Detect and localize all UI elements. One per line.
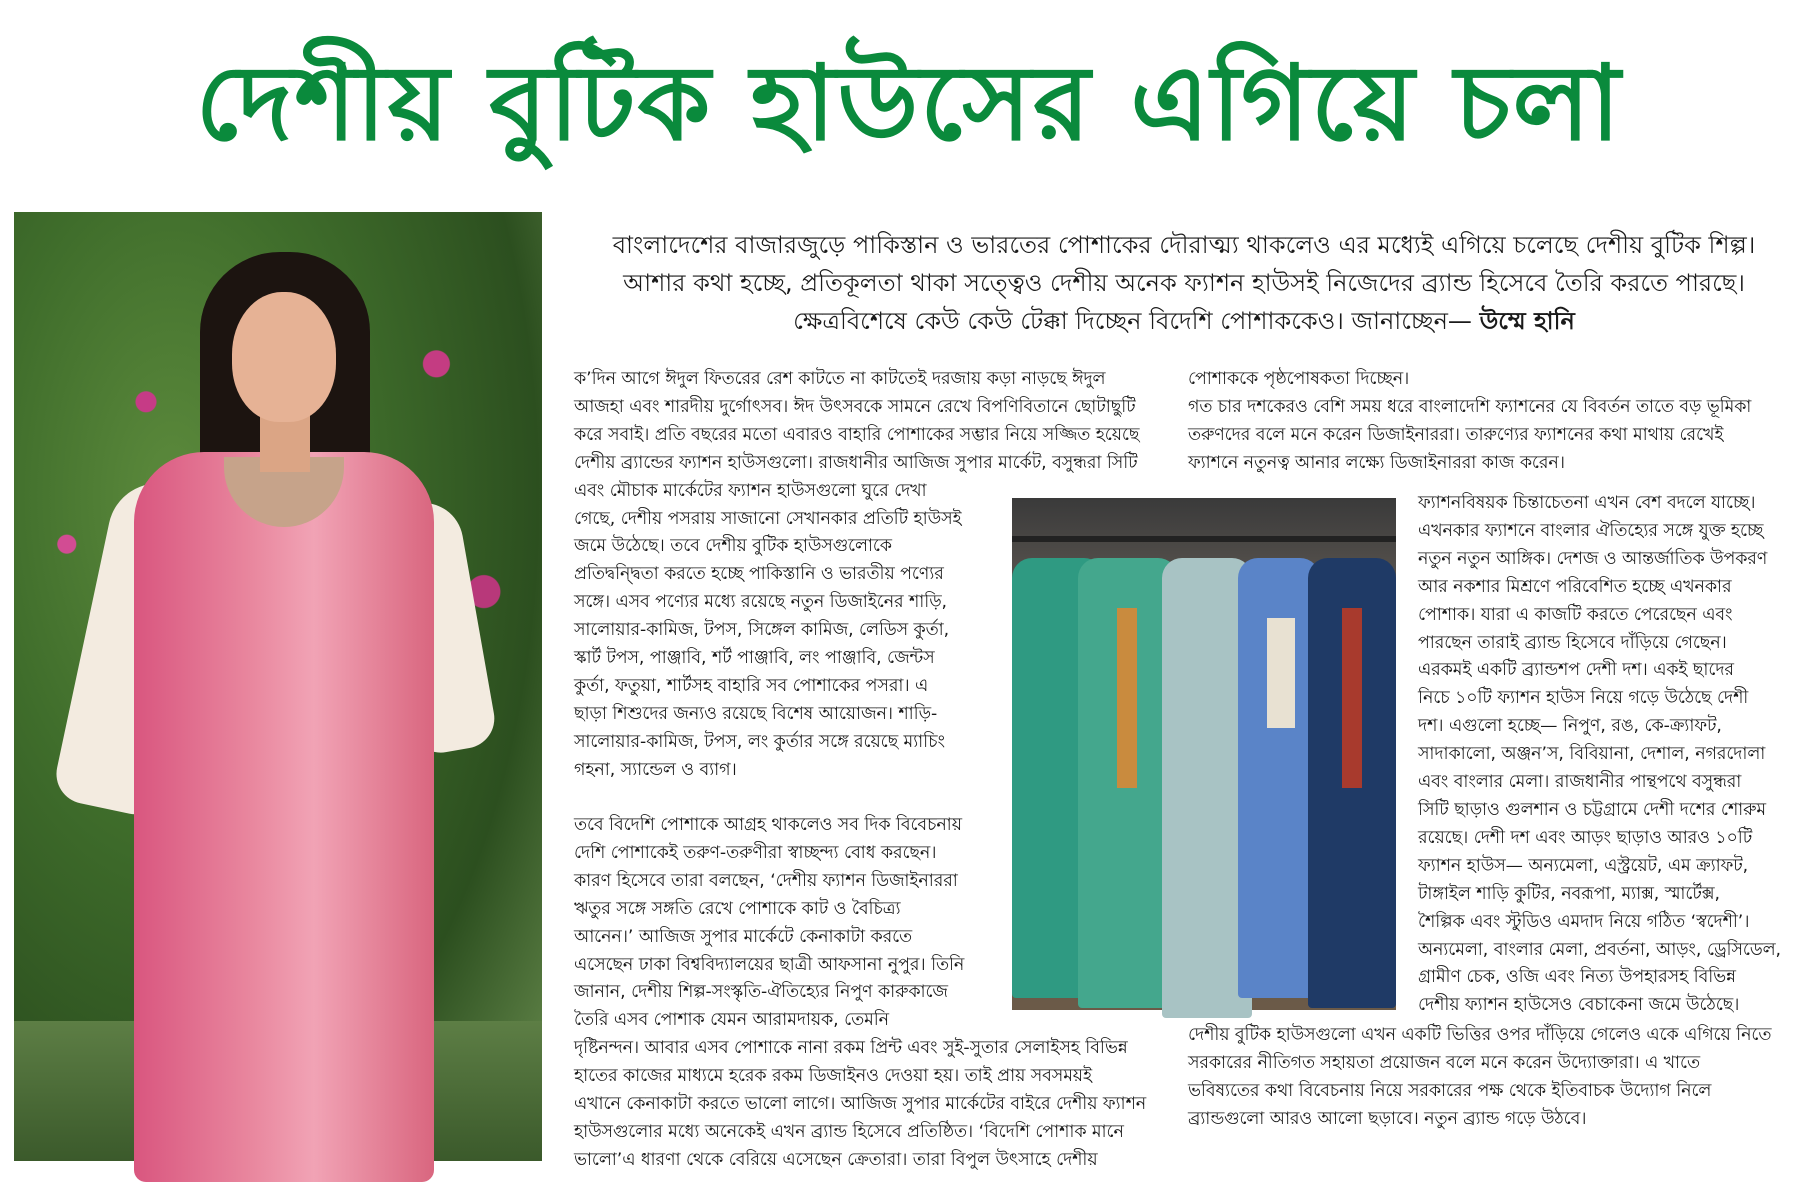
column-c xyxy=(1418,490,1802,1020)
model-photo xyxy=(14,212,542,1161)
text-line: দেশীয় ফ্যাশন হাউসেও বেচাকেনা জমে উঠেছে। xyxy=(1418,995,1740,1016)
photo-face xyxy=(232,292,336,422)
text-line: কারণ হিসেবে তারা বলছেন, ‘দেশীয় ফ্যাশন ডিজাইনাররা xyxy=(574,870,958,891)
text-line: আজহা এবং শারদীয় দুর্গোৎসব। ঈদ উৎসবকে সামনে রেখে বিপণিবিতানে ছোটাছুটি xyxy=(574,396,1136,417)
intro-line: বাংলাদেশের বাজারজুড়ে পাকিস্তান ও ভারতের পোশাকের দৌরাত্ম্য থাকলেও এর মধ্যেই এগিয়ে চলেছে দেশীয় বুটিক শিল্প। xyxy=(612,231,1756,259)
text-line: কুর্তা, ফতুয়া, শার্টসহ বাহারি সব পোশাকের পসরা। এ xyxy=(574,675,929,696)
text-line: সালোয়ার-কামিজ, টপস, লং কুর্তার সঙ্গে রয়েছে ম্যাচিং xyxy=(574,731,945,752)
headline: দেশীয় বুটিক হাউসের এগিয়ে চলা xyxy=(195,42,1623,164)
text-line: করে সবাই। প্রতি বছরের মতো এবারও বাহারি পোশাকের সম্ভার নিয়ে সজ্জিত হয়েছে xyxy=(574,424,1140,445)
text-line: দেশি পোশাকেই তরুণ-তরুণীরা স্বাচ্ছন্দ্য বোধ করছেন। xyxy=(574,842,937,863)
text-line: দেশীয় ব্র্যান্ডের ফ্যাশন হাউসগুলো। রাজধানীর আজিজ সুপার মার্কেট, বসুন্ধরা সিটি xyxy=(574,452,1138,473)
text-line: ক’দিন আগে ঈদুল ফিতরের রেশ কাটতে না কাটতেই দরজায় কড়া নাড়ছে ঈদুল xyxy=(574,369,1106,389)
text-line: ব্র্যান্ডগুলো আরও আলো ছড়াবে। নতুন ব্র্যান্ড গড়ে উঠবে। xyxy=(1188,1108,1587,1129)
text-line: রয়েছে। দেশী দশ এবং আড়ং ছাড়াও আরও ১০টি xyxy=(1418,827,1753,848)
intro xyxy=(550,226,1818,340)
text-line: এখানে কেনাকাটা করতে ভালো লাগে। আজিজ সুপার মার্কেটের বাইরে দেশীয় ফ্যাশন xyxy=(574,1094,1147,1115)
photo-rack-bar xyxy=(1012,536,1396,542)
text-line: এবং মৌচাক মার্কেটের ফ্যাশন হাউসগুলো ঘুরে দেখা xyxy=(574,480,927,501)
text-line: এখনকার ফ্যাশনে বাংলার ঐতিহ্যের সঙ্গে যুক্ত হচ্ছে xyxy=(1418,520,1764,541)
text-line: ভবিষ্যতের কথা বিবেচনায় নিয়ে সরকারের পক্ষ থেকে ইতিবাচক উদ্যোগ নিলে xyxy=(1188,1080,1712,1101)
text-line: ভালো’এ ধারণা থেকে বেরিয়ে এসেছেন ক্রেতারা। তারা বিপুল উৎসাহে দেশীয় xyxy=(574,1149,1098,1170)
text-line: সাদাকালো, অঞ্জন’স, বিবিয়ানা, দেশাল, নগরদোলা xyxy=(1418,744,1766,765)
text-line: ফ্যাশনবিষয়ক চিন্তাচেতনা এখন বেশ বদলে যাচ্ছে। xyxy=(1418,493,1756,513)
text-line: নতুন নতুন আঙ্গিক। দেশজ ও আন্তর্জাতিক উপকরণ xyxy=(1418,548,1768,569)
text-line: হাউসগুলোর মধ্যে অনেকেই এখন ব্র্যান্ড হিসেবে প্রতিষ্ঠিত। ‘বিদেশি পোশাক মানে xyxy=(574,1121,1124,1142)
text-line: প্রতিদ্বন্দ্বিতা করতে হচ্ছে পাকিস্তানি ও ভারতীয় পণ্যের xyxy=(574,564,944,585)
text-line: গ্রামীণ চেক, ওজি এবং নিত্য উপহারসহ বিভিন্ন xyxy=(1418,967,1736,988)
text-line: দশ। এগুলো হচ্ছে— নিপুণ, রঙ, কে-ক্র্যাফট, xyxy=(1418,716,1722,737)
text-line: স্কার্ট টপস, পাঞ্জাবি, শর্ট পাঞ্জাবি, লং পাঞ্জাবি, জেন্টস xyxy=(574,648,935,669)
text-line: গত চার দশকেরও বেশি সময় ধরে বাংলাদেশি ফ্যাশনের যে বিবর্তন তাতে বড় ভূমিকা xyxy=(1188,396,1752,417)
text-line: ছাড়া শিশুদের জন্যও রয়েছে বিশেষ আয়োজন। শাড়ি- xyxy=(574,703,938,724)
text-line: সালোয়ার-কামিজ, টপস, সিঙ্গেল কামিজ, লেডিস কুর্তা, xyxy=(574,620,950,641)
text-line: সিটি ছাড়াও গুলশান ও চট্টগ্রামে দেশী দশের শোরুম xyxy=(1418,799,1767,820)
column-a-paragraph-2 xyxy=(574,812,1147,1175)
column-b xyxy=(1188,366,1808,478)
text-line: আনেন।’ আজিজ সুপার মার্কেটে কেনাকাটা করতে xyxy=(574,926,913,947)
column-d xyxy=(1188,1022,1808,1134)
photo-dress xyxy=(134,452,434,1182)
text-line: এসেছেন ঢাকা বিশ্ববিদ্যালয়ের ছাত্রী আফসানা নুপুর। তিনি xyxy=(574,954,965,975)
text-line: ঋতুর সঙ্গে সঙ্গতি রেখে পোশাকে কাট ও বৈচিত্র্য xyxy=(574,898,901,919)
text-line: দেশীয় বুটিক হাউসগুলো এখন একটি ভিত্তির ওপর দাঁড়িয়ে গেলেও একে এগিয়ে নিতে xyxy=(1188,1025,1772,1045)
text-line: আর নকশার মিশ্রণে পরিবেশিত হচ্ছে এখনকার xyxy=(1418,576,1732,597)
photo-embroidery xyxy=(1117,608,1137,788)
text-line: জমে উঠেছে। তবে দেশীয় বুটিক হাউসগুলোকে xyxy=(574,536,892,557)
intro-line: আশার কথা হচ্ছে, প্রতিকূলতা থাকা সত্ত্বেও দেশীয় অনেক ফ্যাশন হাউসই নিজেদের ব্র্যান্ড হিসেবে তৈরি করতে পারছে। xyxy=(623,269,1745,297)
text-line: গহনা, স্যান্ডেল ও ব্যাগ। xyxy=(574,759,737,780)
text-line: পারছেন তারাই ব্র্যান্ড হিসেবে দাঁড়িয়ে গেছেন। xyxy=(1418,632,1727,653)
column-a-paragraph-1 xyxy=(574,366,1140,785)
text-line: সঙ্গে। এসব পণ্যের মধ্যে রয়েছে নতুন ডিজাইনের শাড়ি, xyxy=(574,592,948,613)
text-line: টাঙ্গাইল শাড়ি কুটির, নবরূপা, ম্যাক্স, স্মার্টেক্স, xyxy=(1418,883,1720,904)
text-line: শৈল্পিক এবং স্টুডিও এমদাদ নিয়ে গঠিত ‘স্বদেশী’। xyxy=(1418,911,1750,932)
text-line: তরুণদের বলে মনে করেন ডিজাইনাররা। তারুণ্যের ফ্যাশনের কথা মাথায় রেখেই xyxy=(1188,424,1724,445)
author-byline: উম্মে হানি xyxy=(1479,307,1575,335)
text-line: গেছে, দেশীয় পসরায় সাজানো সেখানকার প্রতিটি হাউসই xyxy=(574,508,962,529)
text-line: এবং বাংলার মেলা। রাজধানীর পান্থপথে বসুন্ধরা xyxy=(1418,772,1742,793)
text-line: এরকমই একটি ব্র্যান্ডশপ দেশী দশ। একই ছাদের xyxy=(1418,660,1734,681)
text-line: তবে বিদেশি পোশাকে আগ্রহ থাকলেও সব দিক বিবেচনায় xyxy=(574,815,962,835)
text-line: ফ্যাশনে নতুনত্ব আনার লক্ষ্যে ডিজাইনাররা কাজ করেন। xyxy=(1188,452,1565,473)
intro-line-text: ক্ষেত্রবিশেষে কেউ কেউ টেক্কা দিচ্ছেন বিদেশি পোশাককেও। জানাচ্ছেন— xyxy=(793,307,1472,335)
text-line: দৃষ্টিনন্দন। আবার এসব পোশাকে নানা রকম প্রিন্ট এবং সুই-সুতার সেলাইসহ বিভিন্ন xyxy=(574,1038,1128,1059)
photo-embroidery xyxy=(1342,608,1362,788)
text-line: নিচে ১০টি ফ্যাশন হাউস নিয়ে গড়ে উঠেছে দেশী xyxy=(1418,688,1749,709)
text-line: তৈরি এসব পোশাক যেমন আরামদায়ক, তেমনি xyxy=(574,1010,889,1031)
photo-embroidery xyxy=(1267,618,1295,728)
text-line: পোশাক। যারা এ কাজটি করতে পেরেছেন এবং xyxy=(1418,604,1733,625)
text-line: পোশাককে পৃষ্ঠপোষকতা দিচ্ছেন। xyxy=(1188,369,1410,389)
text-line: ফ্যাশন হাউস— অন্যমেলা, এস্ট্রয়েট, এম ক্র্যাফট, xyxy=(1418,855,1749,876)
text-line: জানান, দেশীয় শিল্প-সংস্কৃতি-ঐতিহ্যের নিপুণ কারুকাজে xyxy=(574,982,948,1003)
garments-photo xyxy=(1012,498,1396,1010)
text-line: হাতের কাজের মাধ্যমে হরেক রকম ডিজাইনও দেওয়া হয়। তাই প্রায় সবসময়ই xyxy=(574,1066,1092,1087)
intro-line xyxy=(550,302,1818,340)
text-line: অন্যমেলা, বাংলার মেলা, প্রবর্তনা, আড়ং, ড্রেসিডেল, xyxy=(1418,939,1781,960)
text-line: সরকারের নীতিগত সহায়তা প্রয়োজন বলে মনে করেন উদ্যোক্তারা। এ খাতে xyxy=(1188,1052,1700,1073)
